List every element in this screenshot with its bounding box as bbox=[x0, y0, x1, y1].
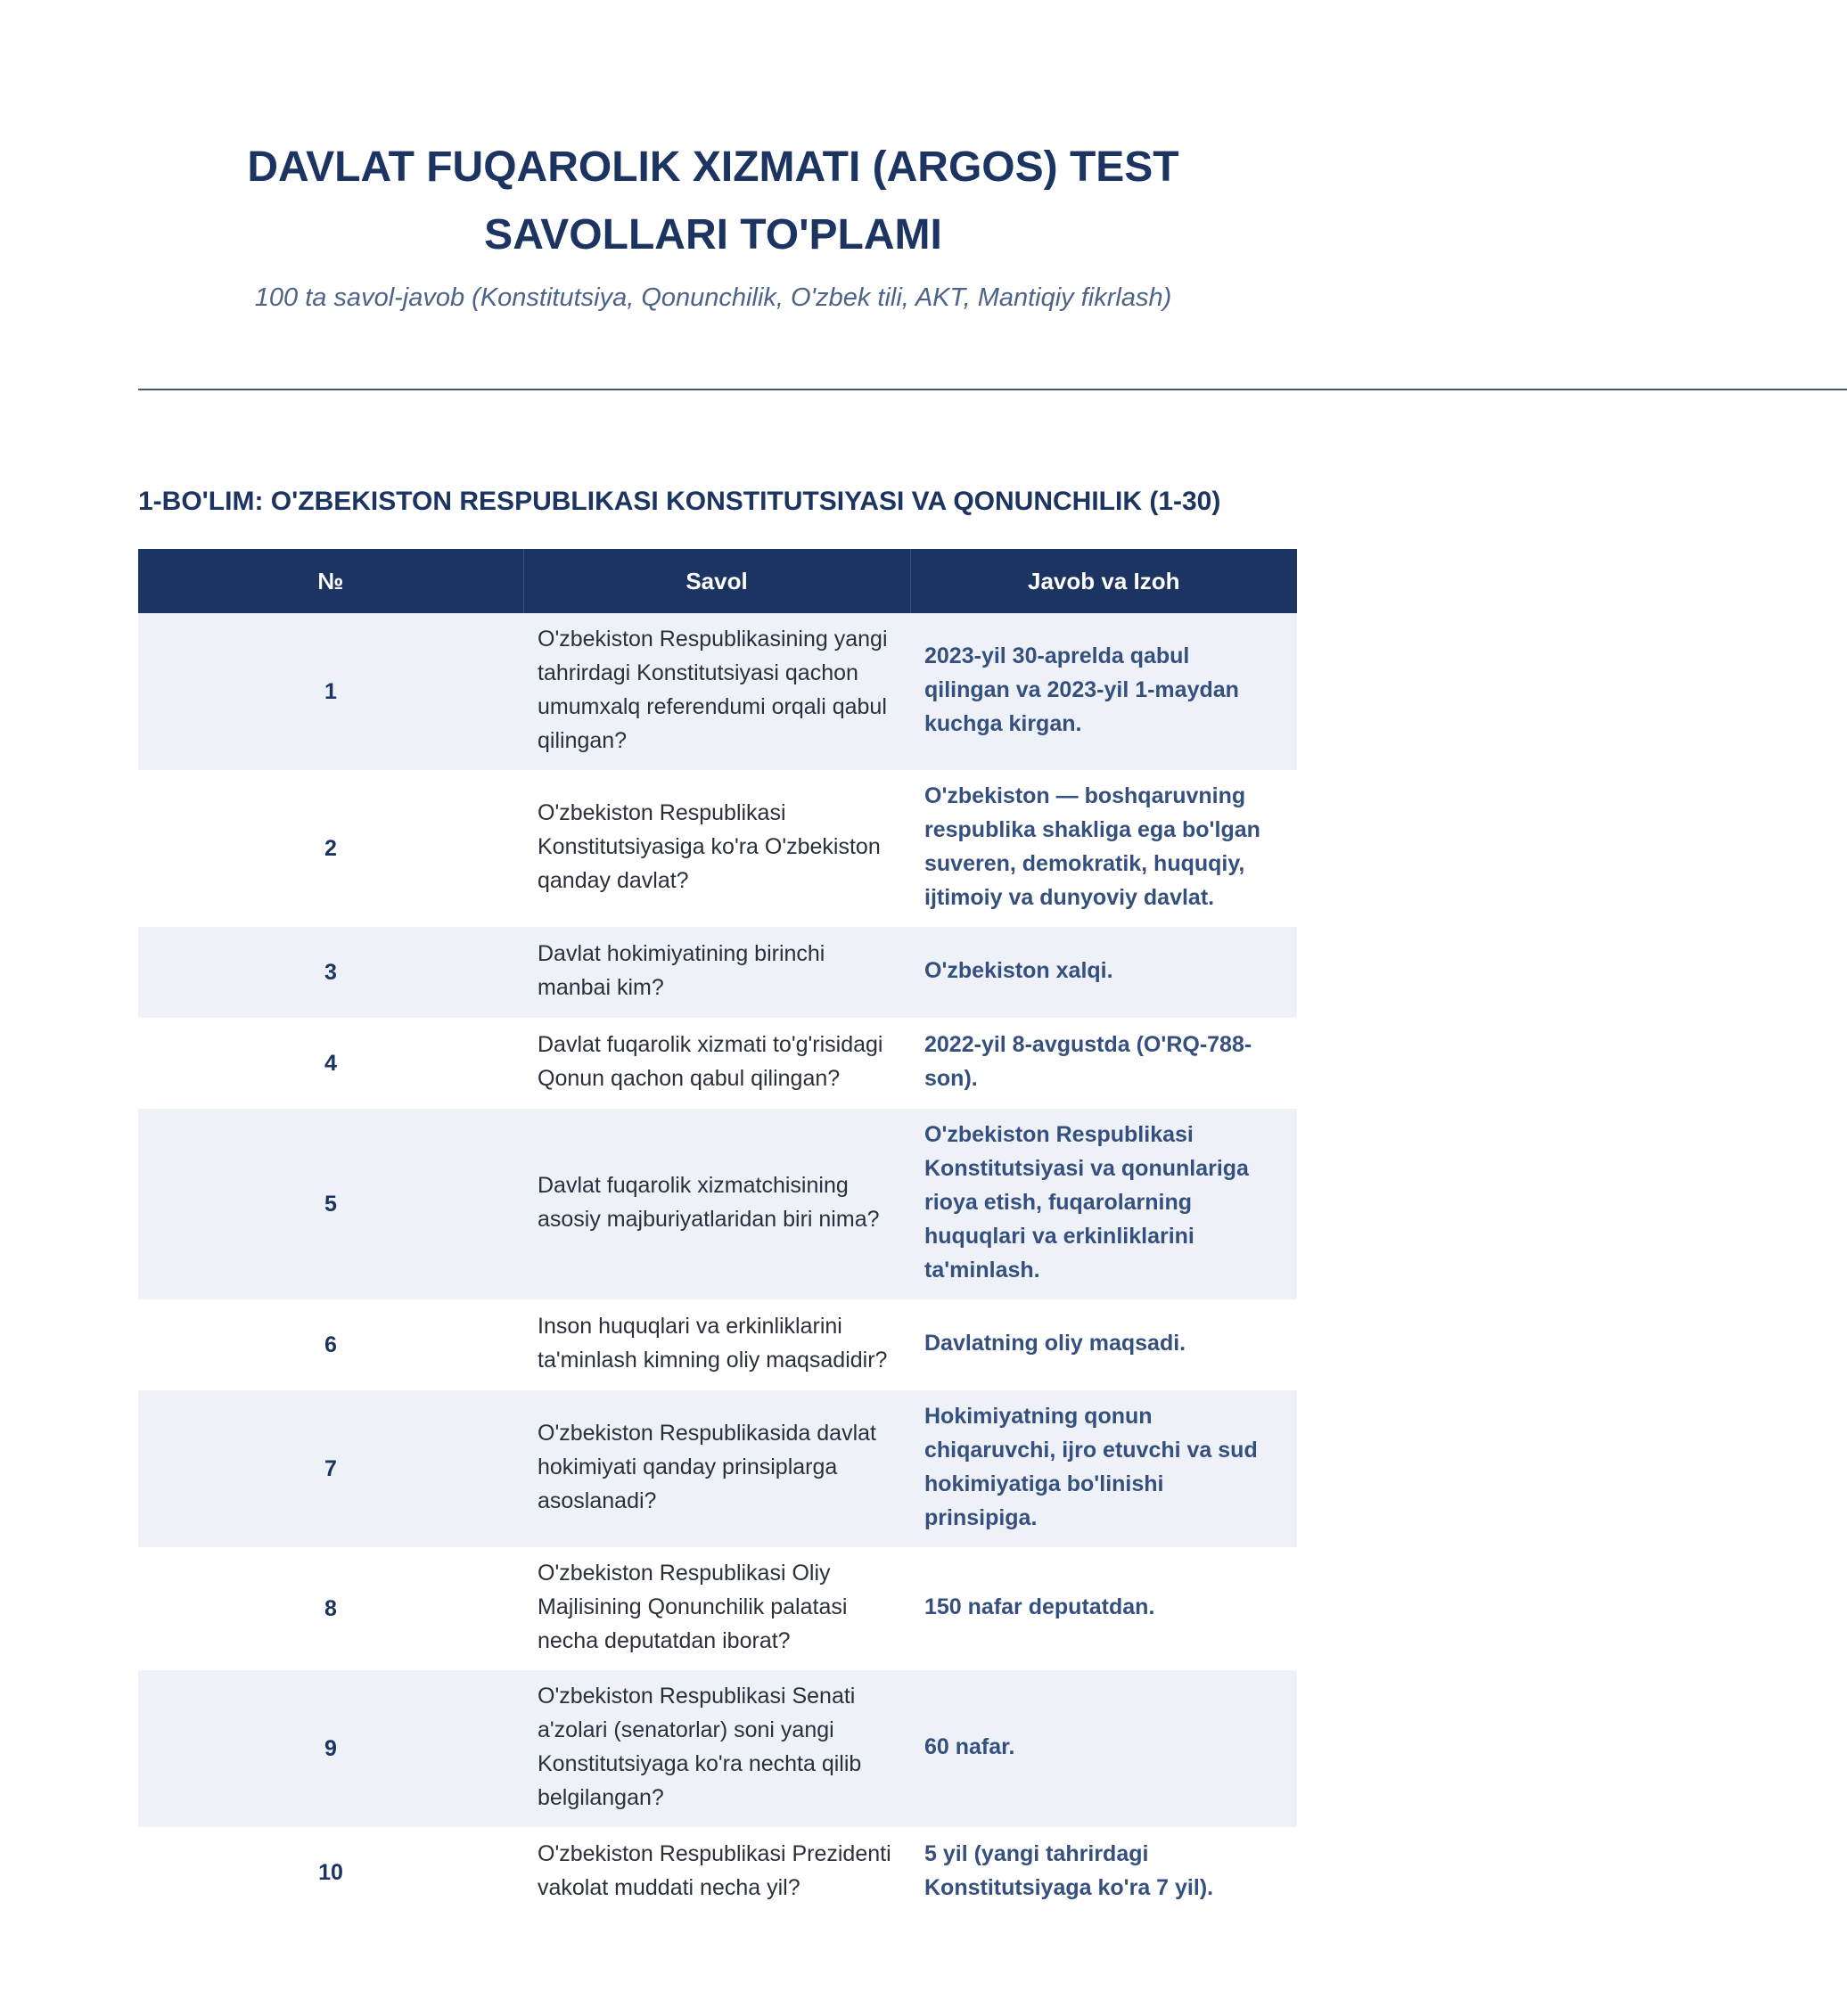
row-question: O'zbekiston Respublikasi Senati a'zolari (senatorlar) soni yangi Konstitutsiyaga ko'ra nechta qilib belgilangan? bbox=[523, 1670, 910, 1827]
table-row bbox=[138, 927, 1297, 1018]
row-number: 5 bbox=[138, 1109, 523, 1299]
row-answer: 60 nafar. bbox=[910, 1670, 1297, 1827]
row-answer: 2023-yil 30-aprelda qabul qilingan va 2023-yil 1-maydan kuchga kirgan. bbox=[910, 613, 1297, 770]
row-answer: Davlatning oliy maqsadi. bbox=[910, 1299, 1297, 1390]
row-question: O'zbekiston Respublikasi Oliy Majlisining Qonunchilik palatasi necha deputatdan iborat? bbox=[523, 1547, 910, 1670]
row-number: 7 bbox=[138, 1390, 523, 1547]
header-question: Savol bbox=[523, 549, 910, 613]
row-question: O'zbekiston Respublikasi Konstitutsiyasiga ko'ra O'zbekiston qanday davlat? bbox=[523, 770, 910, 927]
row-answer: 5 yil (yangi tahrirdagi Konstitutsiyaga ko'ra 7 yil). bbox=[910, 1827, 1297, 1918]
header-answer: Javob va Izoh bbox=[910, 549, 1297, 613]
table-row bbox=[138, 1018, 1297, 1109]
table-row bbox=[138, 770, 1297, 927]
row-question: Davlat fuqarolik xizmatchisining asosiy majburiyatlaridan biri nima? bbox=[523, 1109, 910, 1299]
row-answer: O'zbekiston Respublikasi Konstitutsiyasi va qonunlariga rioya etish, fuqarolarning huquqlari va erkinliklarini ta'minlash. bbox=[910, 1109, 1297, 1299]
table-row bbox=[138, 1109, 1297, 1299]
row-answer: 2022-yil 8-avgustda (O'RQ-788-son). bbox=[910, 1018, 1297, 1109]
table-row bbox=[138, 1670, 1297, 1827]
row-number: 9 bbox=[138, 1670, 523, 1827]
document-title: DAVLAT FUQAROLIK XIZMATI (ARGOS) TEST SAVOLLARI TO'PLAMI bbox=[247, 143, 1179, 258]
table-row bbox=[138, 1827, 1297, 1918]
row-number: 8 bbox=[138, 1547, 523, 1670]
row-question: O'zbekiston Respublikasida davlat hokimiyati qanday prinsiplarga asoslanadi? bbox=[523, 1390, 910, 1547]
row-question: Davlat fuqarolik xizmati to'g'risidagi Qonun qachon qabul qilingan? bbox=[523, 1018, 910, 1109]
row-number: 4 bbox=[138, 1018, 523, 1109]
row-answer: O'zbekiston — boshqaruvning respublika shakliga ega bo'lgan suveren, demokratik, huquqiy, ijtimoiy va dunyoviy davlat. bbox=[910, 770, 1297, 927]
row-number: 1 bbox=[138, 613, 523, 770]
table-row bbox=[138, 1390, 1297, 1547]
qa-table bbox=[138, 549, 1297, 1918]
table-body bbox=[138, 613, 1297, 1918]
document-subtitle: 100 ta savol-javob (Konstitutsiya, Qonunchilik, O'zbek tili, AKT, Mantiqiy fikrlash) bbox=[254, 283, 1172, 312]
row-answer: 150 nafar deputatdan. bbox=[910, 1547, 1297, 1670]
table-row bbox=[138, 613, 1297, 770]
section-title: 1-BO'LIM: O'ZBEKISTON RESPUBLIKASI KONSTITUTSIYASI VA QONUNCHILIK (1-30) bbox=[138, 487, 1221, 516]
row-question: Inson huquqlari va erkinliklarini ta'minlash kimning oliy maqsadidir? bbox=[523, 1299, 910, 1390]
row-question: O'zbekiston Respublikasi Prezidenti vakolat muddati necha yil? bbox=[523, 1827, 910, 1918]
row-number: 10 bbox=[138, 1827, 523, 1918]
row-question: Davlat hokimiyatining birinchi manbai kim? bbox=[523, 927, 910, 1018]
table-row bbox=[138, 1299, 1297, 1390]
table-row bbox=[138, 1547, 1297, 1670]
row-answer: O'zbekiston xalqi. bbox=[910, 927, 1297, 1018]
row-answer: Hokimiyatning qonun chiqaruvchi, ijro etuvchi va sud hokimiyatiga bo'linishi prinsipiga. bbox=[910, 1390, 1297, 1547]
row-number: 3 bbox=[138, 927, 523, 1018]
row-number: 2 bbox=[138, 770, 523, 927]
divider-line: ——————————————————————————————————————————————————————————————————————— bbox=[138, 373, 1847, 401]
table-header bbox=[138, 549, 1297, 613]
header-number: № bbox=[138, 549, 523, 613]
row-number: 6 bbox=[138, 1299, 523, 1390]
header-row bbox=[138, 549, 1297, 613]
row-question: O'zbekiston Respublikasining yangi tahrirdagi Konstitutsiyasi qachon umumxalq referendumi orqali qabul qilingan? bbox=[523, 613, 910, 770]
